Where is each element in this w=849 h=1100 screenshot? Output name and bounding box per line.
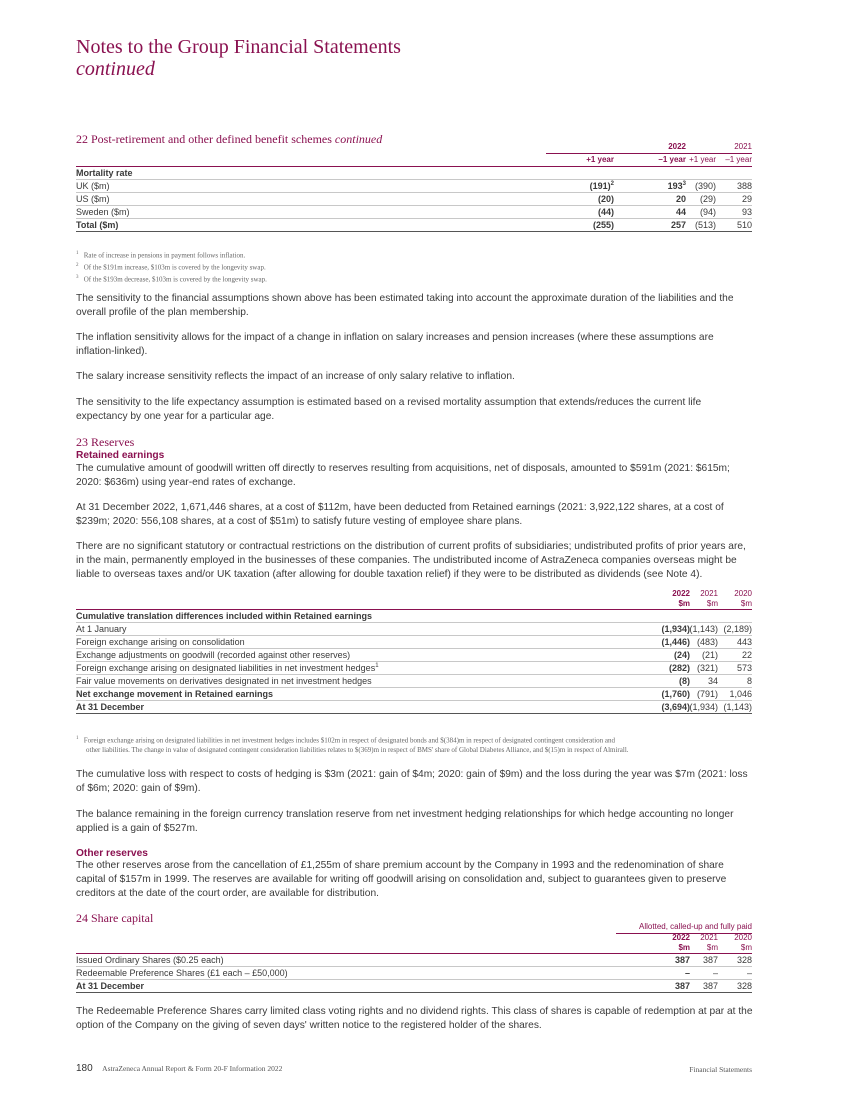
cell-2020: 443 <box>736 637 752 647</box>
cell-2021: (1,143) <box>689 624 718 634</box>
cell-2021-plus: (390) <box>694 181 716 191</box>
cell-2021: (791) <box>696 689 718 699</box>
row-label: Total ($m) <box>76 220 119 230</box>
cell-2022-minus: 44 <box>675 207 686 217</box>
table-row <box>76 623 752 636</box>
footnote-text: other liabilities. The change in value of designated contingent consideration liabilities relates to $(369)m in respect of BMS' share of Global Diabetes Alliance, and $(15)m in respect of Almirall. <box>86 745 629 754</box>
row-label: Exchange adjustments on goodwill (recorded against other reserves) <box>76 650 351 660</box>
mortality-group-row <box>76 167 752 180</box>
cell-2022-minus: 20 <box>675 194 686 204</box>
value: (191) <box>589 181 611 191</box>
footnote-text: Rate of increase in pensions in payment follows inflation. <box>83 251 246 260</box>
cell-2021: 387 <box>702 955 718 965</box>
footnote-text: Foreign exchange arising on designated liabilities in net investment hedges includes $102m in respect of designated bonds and $(384)m in respect of designated contingent consideration and <box>83 736 616 745</box>
col-2021 <box>690 589 718 609</box>
row-label: US ($m) <box>76 194 110 204</box>
paragraph: The salary increase sensitivity reflects the impact of an increase of only salary relative to inflation. <box>76 371 515 382</box>
col-unit: $m <box>706 599 718 608</box>
cell-2022: 387 <box>674 981 690 991</box>
cell-2022: (24) <box>673 650 690 660</box>
row-label: Foreign exchange arising on consolidation <box>76 637 245 647</box>
cell-2020: 573 <box>736 663 752 673</box>
footnote-text: Of the $193m decrease, $103m is covered by the longevity swap. <box>83 274 267 283</box>
cell-2022: (3,694) <box>661 702 690 712</box>
cell-2021-plus: (94) <box>699 207 716 217</box>
row-label-text: Foreign exchange arising on designated liabilities in net investment hedges <box>76 663 376 673</box>
row-label: Sweden ($m) <box>76 207 130 217</box>
cell-2022: (1,760) <box>661 689 690 699</box>
row-label: UK ($m) <box>76 181 110 191</box>
mortality-year-2021: 2021 <box>686 140 752 154</box>
table-row <box>76 967 752 980</box>
footnote-number: 2 <box>76 262 79 268</box>
cell-2021-minus: 93 <box>741 207 752 217</box>
table-row <box>76 206 752 219</box>
cell-2021: – <box>712 968 718 978</box>
footnote-number: 1 <box>76 251 79 256</box>
cell-2021: (1,934) <box>689 702 718 712</box>
cell-2020: – <box>746 968 752 978</box>
paragraph: There are no significant statutory or contractual restrictions on the distribution of current profits of subsidiaries; undistributed profits of prior years are, in the main, permanently employed in the businesses of these companies. The undistributed income of AstraZeneca companies overseas might be liable to overseas taxes and/or UK taxation (after allowing for double taxation relief) if they were to be distributed as dividends (see Note 4). <box>76 541 746 580</box>
cell-2021: (321) <box>696 663 718 673</box>
col-2021 <box>666 933 718 953</box>
cell-2021-plus: (513) <box>694 220 716 230</box>
paragraph: The Redeemable Preference Shares carry limited class voting rights and no dividend rights. This class of shares is capable of redemption at par at the option of the Company on the giving of seven days' written notice to the registered holder of the shares. <box>76 1006 753 1031</box>
row-label <box>76 662 379 675</box>
col-year: 2020 <box>734 933 752 942</box>
cell-2022: (1,446) <box>661 637 690 647</box>
cell-2021-plus: (29) <box>699 194 716 204</box>
page-subtitle: continued <box>76 58 155 80</box>
cell-2021: (483) <box>696 637 718 647</box>
table-row <box>76 180 752 193</box>
paragraph: The sensitivity to the financial assumptions shown above has been estimated taking into account the approximate duration of the liabilities and the overall profile of the plan membership. <box>76 293 734 318</box>
cell-2021-minus: 388 <box>736 181 752 191</box>
col-year: 2022 <box>672 933 690 942</box>
cell-2020: (1,143) <box>723 702 752 712</box>
cell-2020: 328 <box>736 981 752 991</box>
cell-2021: 387 <box>702 981 718 991</box>
cell-2022: 387 <box>674 955 690 965</box>
mortality-year-2022: 2022 <box>546 140 686 154</box>
cell-2021: 34 <box>707 676 718 686</box>
footnote-text: Of the $191m increase, $103m is covered by the longevity swap. <box>83 263 266 272</box>
group-header-row <box>76 920 752 932</box>
row-label: Net exchange movement in Retained earnings <box>76 689 274 699</box>
cell-2022-plus <box>546 180 614 193</box>
cell-2022: (282) <box>668 663 690 673</box>
footnote <box>76 734 752 746</box>
cell-2021-minus: 29 <box>741 194 752 204</box>
retained-earnings-heading: Retained earnings <box>76 450 165 461</box>
col-2020 <box>718 589 752 609</box>
table-row <box>76 954 752 967</box>
paragraph: At 31 December 2022, 1,671,446 shares, at a cost of $112m, have been deducted from Retained earnings (2021: 3,922,122 shares, at a cost of $239m; 2020: 556,108 shares, at a cost of $51m) to satisfy future vesting of employee share plans. <box>76 502 724 527</box>
mortality-col-header <box>76 153 752 167</box>
footnote-ref: 1 <box>375 663 379 669</box>
paragraph: The balance remaining in the foreign currency translation reserve from net investment hedging relationships for which hedge accounting no longer applied is a gain of $527m. <box>76 809 734 834</box>
col-unit: $m <box>740 599 752 608</box>
paragraph: The other reserves arose from the cancellation of £1,255m of share premium account by the Company in 1993 and the redenomination of share capital of $157m in 1999. The reserves are available for writing off goodwill arising on consolidation and, subject to guarantees given to preserve creditors at the date of the court order, are available for distribution. <box>76 860 727 899</box>
footnote-ref: 3 <box>682 181 686 187</box>
cell-2020: (2,189) <box>723 624 752 634</box>
col-2022-plus: +1 year <box>586 155 614 164</box>
row-label: At 1 January <box>76 624 127 634</box>
row-label: Redeemable Preference Shares (£1 each – £50,000) <box>76 968 288 978</box>
col-2021-plus: +1 year <box>689 155 716 164</box>
cell-2022: – <box>684 968 690 978</box>
section-22-heading-suffix: continued <box>334 132 383 146</box>
table-title-row <box>76 610 752 623</box>
row-label: At 31 December <box>76 702 145 712</box>
cell-2022-plus: (44) <box>597 207 614 217</box>
row-label: At 31 December <box>76 981 145 991</box>
col-year: 2021 <box>700 589 718 598</box>
cell-2020: 8 <box>746 676 752 686</box>
col-unit: $m <box>706 943 718 952</box>
table-row <box>76 649 752 662</box>
page-number: 180 <box>76 1063 93 1074</box>
footer-section: Financial Statements <box>689 1065 752 1074</box>
col-unit: $m <box>678 599 690 608</box>
footnote <box>76 273 752 285</box>
mortality-table <box>76 140 752 232</box>
table-title: Cumulative translation differences included within Retained earnings <box>76 611 373 621</box>
translation-differences-table <box>76 588 752 714</box>
page-footer <box>76 1063 752 1074</box>
page-title: Notes to the Group Financial Statements <box>76 36 401 58</box>
col-year: 2021 <box>700 933 718 942</box>
publication-name: AstraZeneca Annual Report & Form 20-F Information 2022 <box>102 1064 283 1073</box>
cell-2020: 1,046 <box>729 689 752 699</box>
footnote <box>76 249 752 261</box>
row-label: Fair value movements on derivatives designated in net investment hedges <box>76 676 372 686</box>
paragraph: The inflation sensitivity allows for the impact of a change in inflation on salary increases and pension increases (where these assumptions are inflation-linked). <box>76 332 714 357</box>
section-23-heading: 23 Reserves <box>76 435 135 449</box>
cell-2021: (21) <box>701 650 718 660</box>
section-24-heading: 24 Share capital <box>76 911 154 925</box>
table-row-total <box>76 219 752 232</box>
table-row-subtotal <box>76 688 752 701</box>
paragraph: The cumulative loss with respect to costs of hedging is $3m (2021: gain of $4m; 2020: gain of $9m) and the loss during the year was $7m (2021: loss of $6m; 2020: gain of $9m). <box>76 769 748 794</box>
mortality-group-label: Mortality rate <box>76 168 133 178</box>
section-22-footnotes <box>76 249 752 284</box>
share-capital-table <box>76 920 752 993</box>
table-row <box>76 193 752 206</box>
cell-2022: (8) <box>679 676 690 686</box>
cell-2022-minus: 257 <box>670 220 686 230</box>
col-year: 2020 <box>734 589 752 598</box>
col-2020 <box>718 933 752 953</box>
cell-2020: 22 <box>741 650 752 660</box>
col-2021-minus: –1 year <box>725 155 752 164</box>
value: 193 <box>667 181 683 191</box>
paragraph: The sensitivity to the life expectancy assumption is estimated based on a revised mortality assumption that extends/reduces the current life expectancy by one year for a particular age. <box>76 397 702 422</box>
section-22-heading-text: 22 Post-retirement and other defined benefit schemes <box>76 132 332 146</box>
footnote-number: 1 <box>76 736 79 741</box>
row-label: Issued Ordinary Shares ($0.25 each) <box>76 955 224 965</box>
other-reserves-heading: Other reserves <box>76 848 148 859</box>
table-row-total <box>76 701 752 714</box>
col-year: 2022 <box>672 589 690 598</box>
section-23-footnote <box>76 734 752 755</box>
paragraph: The cumulative amount of goodwill written off directly to reserves resulting from acquisitions, net of disposals, amounted to $591m (2021: $615m; 2020: $636m) using year-end rates of exchange. <box>76 463 730 488</box>
table-row <box>76 662 752 675</box>
table-row <box>76 675 752 688</box>
cell-2022-plus: (20) <box>597 194 614 204</box>
col-2022 <box>616 589 690 609</box>
cell-2022: (1,934) <box>661 624 690 634</box>
table-row <box>76 636 752 649</box>
mortality-year-header <box>76 140 752 153</box>
col-unit: $m <box>740 943 752 952</box>
table-header <box>76 932 752 954</box>
cell-2020: 328 <box>736 955 752 965</box>
col-unit: $m <box>678 943 690 952</box>
table-header <box>76 588 752 610</box>
table-row-total <box>76 980 752 993</box>
footnote-number: 3 <box>76 274 79 280</box>
cell-2021-minus: 510 <box>736 220 752 230</box>
cell-2022-plus: (255) <box>592 220 614 230</box>
col-2022-minus: –1 year <box>658 155 686 164</box>
group-header: Allotted, called-up and fully paid <box>616 920 752 934</box>
footnote <box>76 261 752 273</box>
footnote-ref: 2 <box>610 181 614 187</box>
